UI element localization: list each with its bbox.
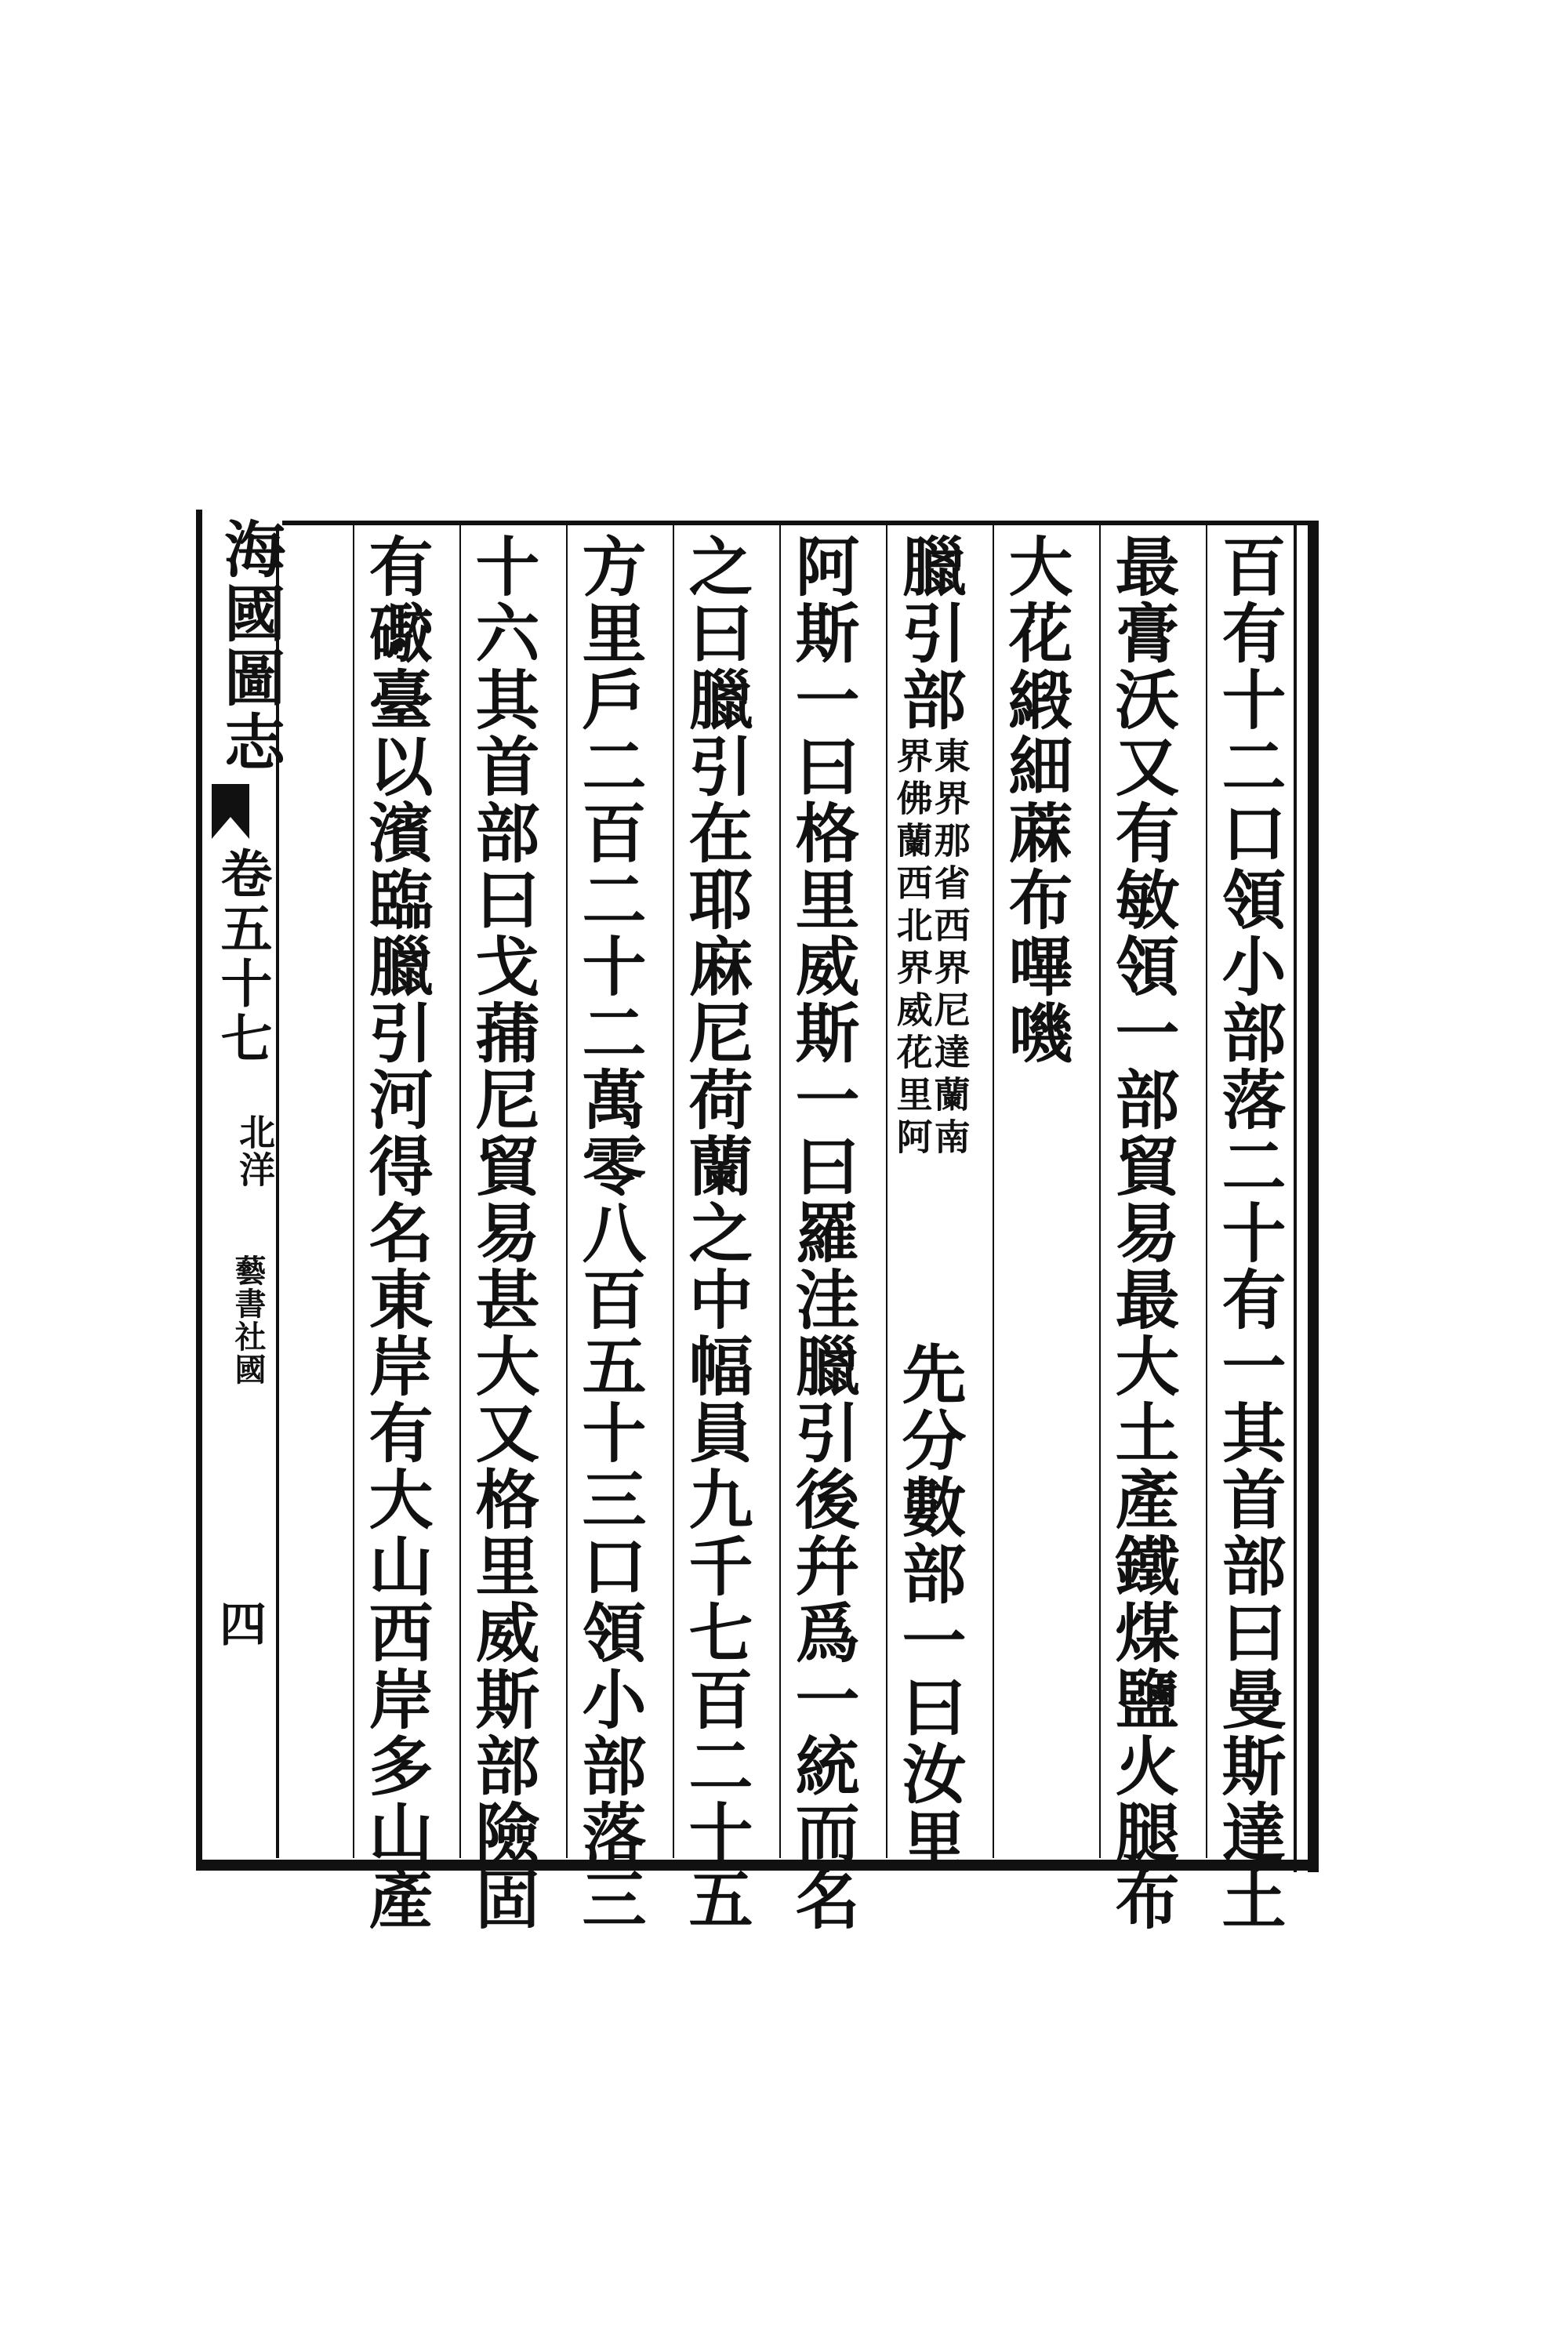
frame-right-border [1308, 524, 1319, 1872]
frame-top-border [282, 521, 1319, 525]
page-number: 四 [212, 1599, 267, 1650]
fishtail-ornament [212, 784, 249, 839]
column-divider [1206, 525, 1207, 1858]
book-title: 海國圖志 [214, 517, 285, 775]
column-divider [779, 525, 781, 1858]
text-column-5: 阿斯一曰格里威斯一曰羅洼臘引後幷爲一統而名 [785, 533, 860, 1933]
column-divider [886, 525, 887, 1858]
interlinear-note-left: 界佛蘭西北界威花里阿 [891, 737, 934, 1160]
section-label: 北洋 [234, 1113, 276, 1189]
column-divider [353, 525, 354, 1858]
column-divider [459, 525, 461, 1858]
text-column-8: 十六其首部曰戈蒱尼貿易甚大又格里威斯部險固 [465, 533, 540, 1933]
text-column-3: 大花緞細蔴布嗶嘰 [998, 533, 1073, 1066]
volume-label: 卷五十七 [212, 847, 273, 1066]
column-divider [993, 525, 994, 1858]
text-column-1: 百有十二口領小部落二十有一其首部曰曼斯達土 [1211, 533, 1287, 1933]
column-divider [1099, 525, 1101, 1858]
frame-right-inner [1294, 524, 1297, 1872]
column-divider [566, 525, 568, 1858]
text-column-4-continuation: 先分數部一曰汝里 [891, 1341, 967, 1874]
frame-left-border [196, 510, 202, 1866]
text-column-9: 有礮臺以濱臨臘引河得名東岸有大山西岸多山產 [358, 533, 434, 1933]
publisher-label: 藝書社國 [230, 1254, 267, 1386]
text-column-7: 方里戶二百二十二萬零八百五十三口領小部落三 [572, 533, 647, 1933]
text-column-2: 最膏沃又有敏領一部貿易最大土產鐵煤鹽火腿布 [1105, 533, 1180, 1933]
text-column-6: 之曰臘引在耶麻尼荷蘭之中幅員九千七百二十五 [678, 533, 753, 1933]
text-column-4-heading: 臘引部 [891, 533, 967, 733]
column-divider [673, 525, 674, 1858]
interlinear-note-right: 東界那省西界尼達蘭南 [928, 737, 971, 1160]
